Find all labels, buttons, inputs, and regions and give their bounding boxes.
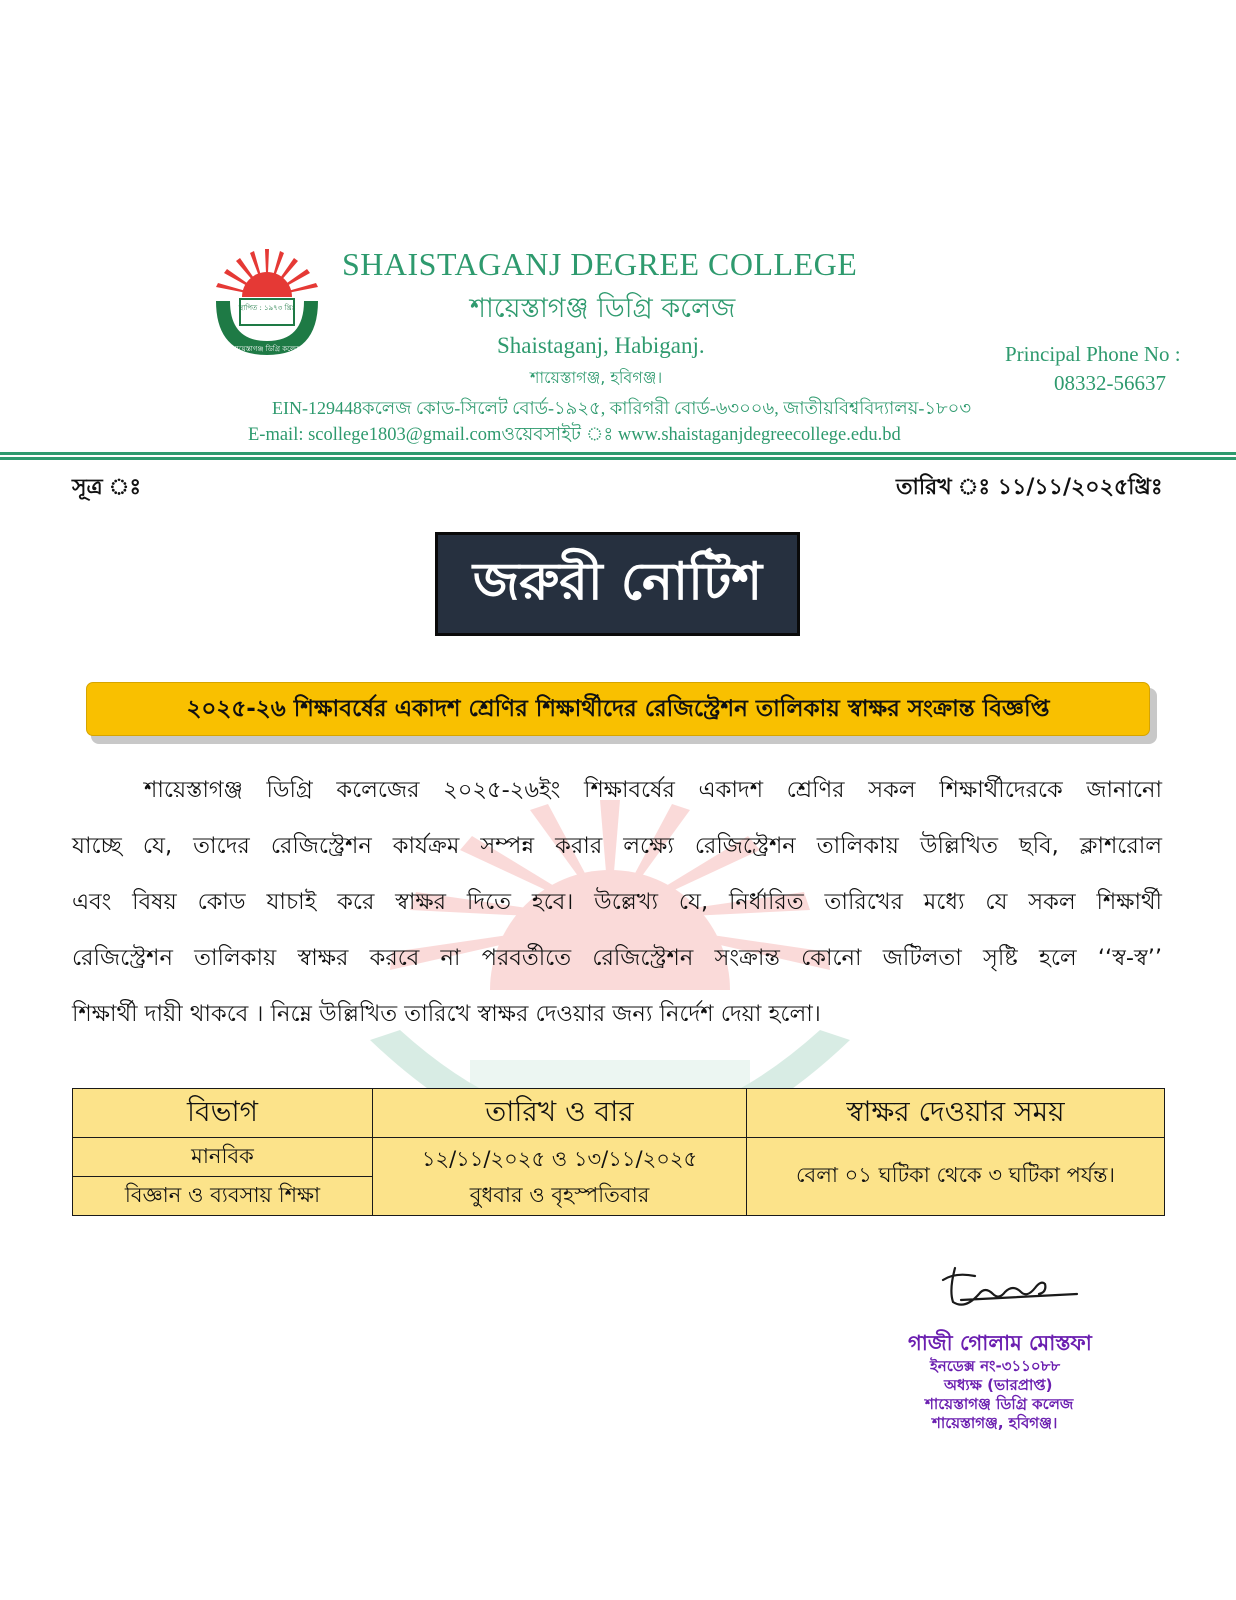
logo-ring-text: শায়েস্তাগঞ্জ ডিগ্রি কলেজ [232, 345, 302, 353]
schedule-days: বুধবার ও বৃহস্পতিবার [469, 1182, 650, 1207]
subject-text: ২০২৫-২৬ শিক্ষাবর্ষের একাদশ শ্রেণির শিক্ষার্থীদের রেজিস্ট্রেশন তালিকায় স্বাক্ষর সংক্রান্ত বিজ্ঞপ্তি [186, 695, 1050, 722]
department-humanities: মানবিক [73, 1138, 373, 1177]
header-divider [0, 452, 1236, 455]
body-line: যাচ্ছে যে, তাদের রেজিস্ট্রেশন কার্যক্রম সম্পন্ন করার লক্ষ্যে রেজিস্ট্রেশন তালিকায় উল্লিখিত ছবি, ক্লাশরোল [72, 833, 1162, 859]
signatory-college: শায়েস্তাগঞ্জ ডিগ্রি কলেজ [925, 1395, 1074, 1413]
issue-date: তারিখ ঃ ১১/১১/২০২৫খ্রিঃ [896, 475, 1163, 500]
signature-icon [935, 1250, 1085, 1312]
signatory-place: শায়েস্তাগঞ্জ, হবিগঞ্জ। [932, 1414, 1058, 1432]
body-line: রেজিস্ট্রেশন তালিকায় স্বাক্ষর করবে না পরবর্তীতে রেজিস্ট্রেশন সংক্রান্ত কোনো জটিলতা সৃষ্টি হলে ‘‘স্ব-স্ব’’ [72, 945, 1162, 971]
table-row [73, 1138, 1165, 1177]
department-science-business: বিজ্ঞান ও ব্যবসায় শিক্ষা [73, 1177, 373, 1216]
body-line: শায়েস্তাগঞ্জ ডিগ্রি কলেজের ২০২৫-২৬ইং শিক্ষাবর্ষের একাদশ শ্রেণির সকল শিক্ষার্থীদেরকে জানানো [144, 777, 1162, 803]
address-bangla: শায়েস্তাগঞ্জ, হবিগঞ্জ। [530, 368, 663, 387]
college-name-bangla: শায়েস্তাগঞ্জ ডিগ্রি কলেজ [470, 293, 736, 324]
schedule-dates: ১২/১১/২০২৫ ও ১৩/১১/২০২৫ [421, 1146, 698, 1171]
header-divider-thick [0, 457, 1236, 460]
notice-body [72, 762, 1162, 1042]
address-english: Shaistaganj, Habiganj. [497, 333, 705, 358]
header-department: বিভাগ [73, 1089, 373, 1138]
notice-title-box [435, 532, 800, 636]
contact-line: E-mail: scollege1803@gmail.comওয়েবসাইট ঃ www.shaistaganjdegreecollege.edu.bd [248, 425, 901, 445]
body-line: এবং বিষয় কোড যাচাই করে স্বাক্ষর দিতে হবে। উল্লেখ্য যে, নির্ধারিত তারিখের মধ্যে যে সকল শিক্ষার্থী [72, 889, 1162, 915]
college-name-english: SHAISTAGANJ DEGREE COLLEGE [342, 246, 858, 282]
schedule-table [72, 1088, 1165, 1216]
phone-number: 08332-56637 [1054, 371, 1166, 395]
reference-label: সূত্র ঃ [72, 475, 142, 500]
signing-time: বেলা ০১ ঘটিকা থেকে ৩ ঘটিকা পর্যন্ত। [747, 1138, 1165, 1216]
institution-codes: EIN-129448কলেজ কোড-সিলেট বোর্ড-১৯২৫, কারিগরী বোর্ড-৬৩০০৬, জাতীয়বিশ্ববিদ্যালয়-১৮০৩ [272, 398, 972, 418]
logo-seal-text: স্থাপিত : ১৯৭৩ খ্রিঃ [238, 304, 296, 312]
signatory-name: গাজী গোলাম মোস্তফা [908, 1331, 1092, 1355]
signatory-role: অধ্যক্ষ (ভারপ্রাপ্ত) [944, 1376, 1053, 1394]
phone-label: Principal Phone No : [1005, 342, 1181, 366]
subject-bar [86, 682, 1150, 736]
date-day-cell [373, 1138, 747, 1216]
signatory-index: ইনডেক্স নং-৩১১০৮৮ [930, 1357, 1061, 1375]
table-header-row [73, 1089, 1165, 1138]
header-signing-time: স্বাক্ষর দেওয়ার সময় [747, 1089, 1165, 1138]
college-logo-icon [210, 245, 325, 360]
header-date-day: তারিখ ও বার [373, 1089, 747, 1138]
body-line: শিক্ষার্থী দায়ী থাকবে । নিম্নে উল্লিখিত তারিখে স্বাক্ষর দেওয়ার জন্য নির্দেশ দেয়া হলো। [72, 1001, 821, 1027]
notice-title: জরুরী নোটিশ [472, 551, 763, 612]
